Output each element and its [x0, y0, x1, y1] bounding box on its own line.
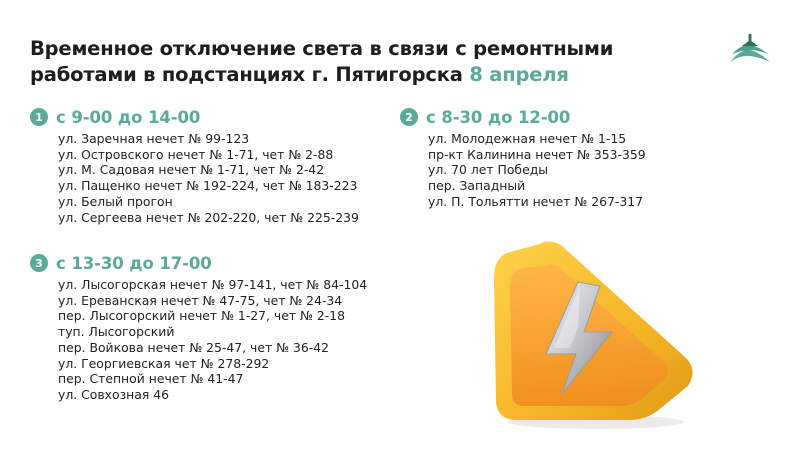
street-item: ул. Совхозная 46 [58, 386, 170, 402]
outage-section-3 [30, 252, 367, 403]
street-item: ул. Георгиевская чет № 278-292 [58, 355, 270, 371]
street-item: ул. Лысогорская нечет № 97-141, чет № 84-104 [58, 277, 368, 292]
street-item: ул. Сергеева нечет № 202-220, чет № 225-239 [58, 209, 359, 225]
street-item: ул. Молодежная нечет № 1-15 [428, 131, 627, 146]
street-item: ул. 70 лет Победы [428, 162, 549, 178]
street-item: пер. Западный [428, 178, 526, 194]
street-item: ул. Пащенко нечет № 192-224, чет № 183-223 [58, 178, 358, 194]
section-header [30, 106, 359, 128]
section-time: с 9-00 до 14-00 [56, 107, 201, 127]
street-item: ул. М. Садовая нечет № 1-71, чет № 2-42 [58, 162, 325, 178]
street-list [30, 277, 367, 403]
outage-section-2 [400, 106, 646, 210]
street-item: пер. Лысогорский нечет № 1-27, чет № 2-18 [58, 308, 345, 324]
street-item: ул. Ереванская нечет № 47-75, чет № 24-34 [58, 292, 343, 308]
section-number-badge: 2 [400, 108, 418, 126]
title-main: Временное отключение света в связи с ремонтными работами в подстанциях г. Пятигорска [30, 37, 614, 86]
lightning-warning-icon [488, 236, 700, 432]
street-item: ул. Заречная нечет № 99-123 [58, 131, 250, 146]
page-title [30, 36, 670, 88]
street-item: ул. Белый прогон [58, 193, 173, 209]
section-header [30, 252, 367, 274]
section-time: с 8-30 до 12-00 [426, 107, 571, 127]
city-emblem-icon [726, 32, 774, 68]
street-item: туп. Лысогорский [58, 324, 175, 340]
street-item: ул. П. Тольятти нечет № 267-317 [428, 193, 643, 209]
title-date: 8 апреля [469, 63, 569, 86]
section-number-badge: 3 [30, 254, 48, 272]
outage-section-1 [30, 106, 359, 225]
street-list [30, 131, 359, 225]
street-list [400, 131, 646, 210]
street-item: пер. Степной нечет № 41-47 [58, 371, 244, 387]
street-item: пер. Войкова нечет № 25-47, чет № 36-42 [58, 339, 329, 355]
section-time: с 13-30 до 17-00 [56, 253, 212, 273]
section-header [400, 106, 646, 128]
street-item: ул. Островского нечет № 1-71, чет № 2-88 [58, 146, 334, 162]
section-number-badge: 1 [30, 108, 48, 126]
street-item: пр-кт Калинина нечет № 353-359 [428, 146, 646, 162]
